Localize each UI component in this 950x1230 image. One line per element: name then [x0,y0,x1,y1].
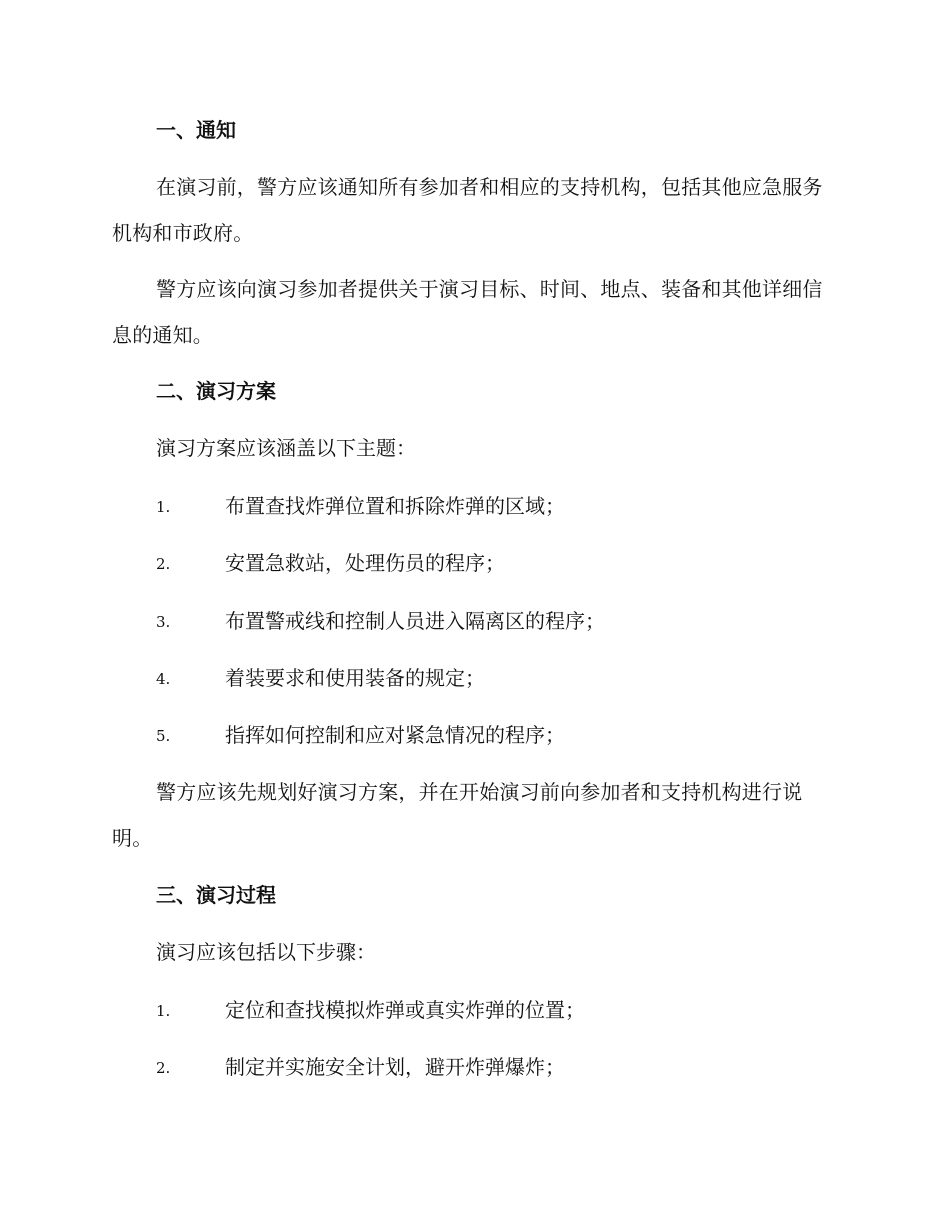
list-item-text: 着装要求和使用装备的规定； [225,666,485,690]
list-item-number: 3. [156,613,171,631]
plan-intro: 演习方案应该涵盖以下主题： [156,436,416,460]
list-item-number: 1. [156,1002,171,1020]
paragraph-plan-closing: 警方应该先规划好演习方案，并在开始演习前向参加者和支持机构进行说明。 [112,780,803,850]
list-item-number: 2. [156,1059,171,1077]
list-item-text: 制定并实施安全计划，避开炸弹爆炸； [225,1055,565,1079]
section-heading-plan: 二、演习方案 [156,379,276,403]
process-intro: 演习应该包括以下步骤： [156,940,376,964]
section-heading-notice: 一、通知 [156,118,236,142]
list-item-number: 2. [156,555,171,573]
list-item-number: 4. [156,670,171,688]
section-heading-process: 三、演习过程 [156,883,276,907]
list-item-text: 指挥如何控制和应对紧急情况的程序； [225,723,565,747]
list-item-text: 布置警戒线和控制人员进入隔离区的程序； [225,609,605,633]
list-item-number: 1. [156,498,171,516]
list-item-text: 定位和查找模拟炸弹或真实炸弹的位置； [225,998,585,1022]
paragraph-notice-2: 警方应该向演习参加者提供关于演习目标、时间、地点、装备和其他详细信息的通知。 [112,277,823,347]
paragraph-notice-1: 在演习前，警方应该通知所有参加者和相应的支持机构，包括其他应急服务机构和市政府。 [112,175,823,245]
list-item-text: 布置查找炸弹位置和拆除炸弹的区域； [225,494,565,518]
list-item-text: 安置急救站，处理伤员的程序； [225,551,505,575]
list-item-number: 5. [156,727,171,745]
